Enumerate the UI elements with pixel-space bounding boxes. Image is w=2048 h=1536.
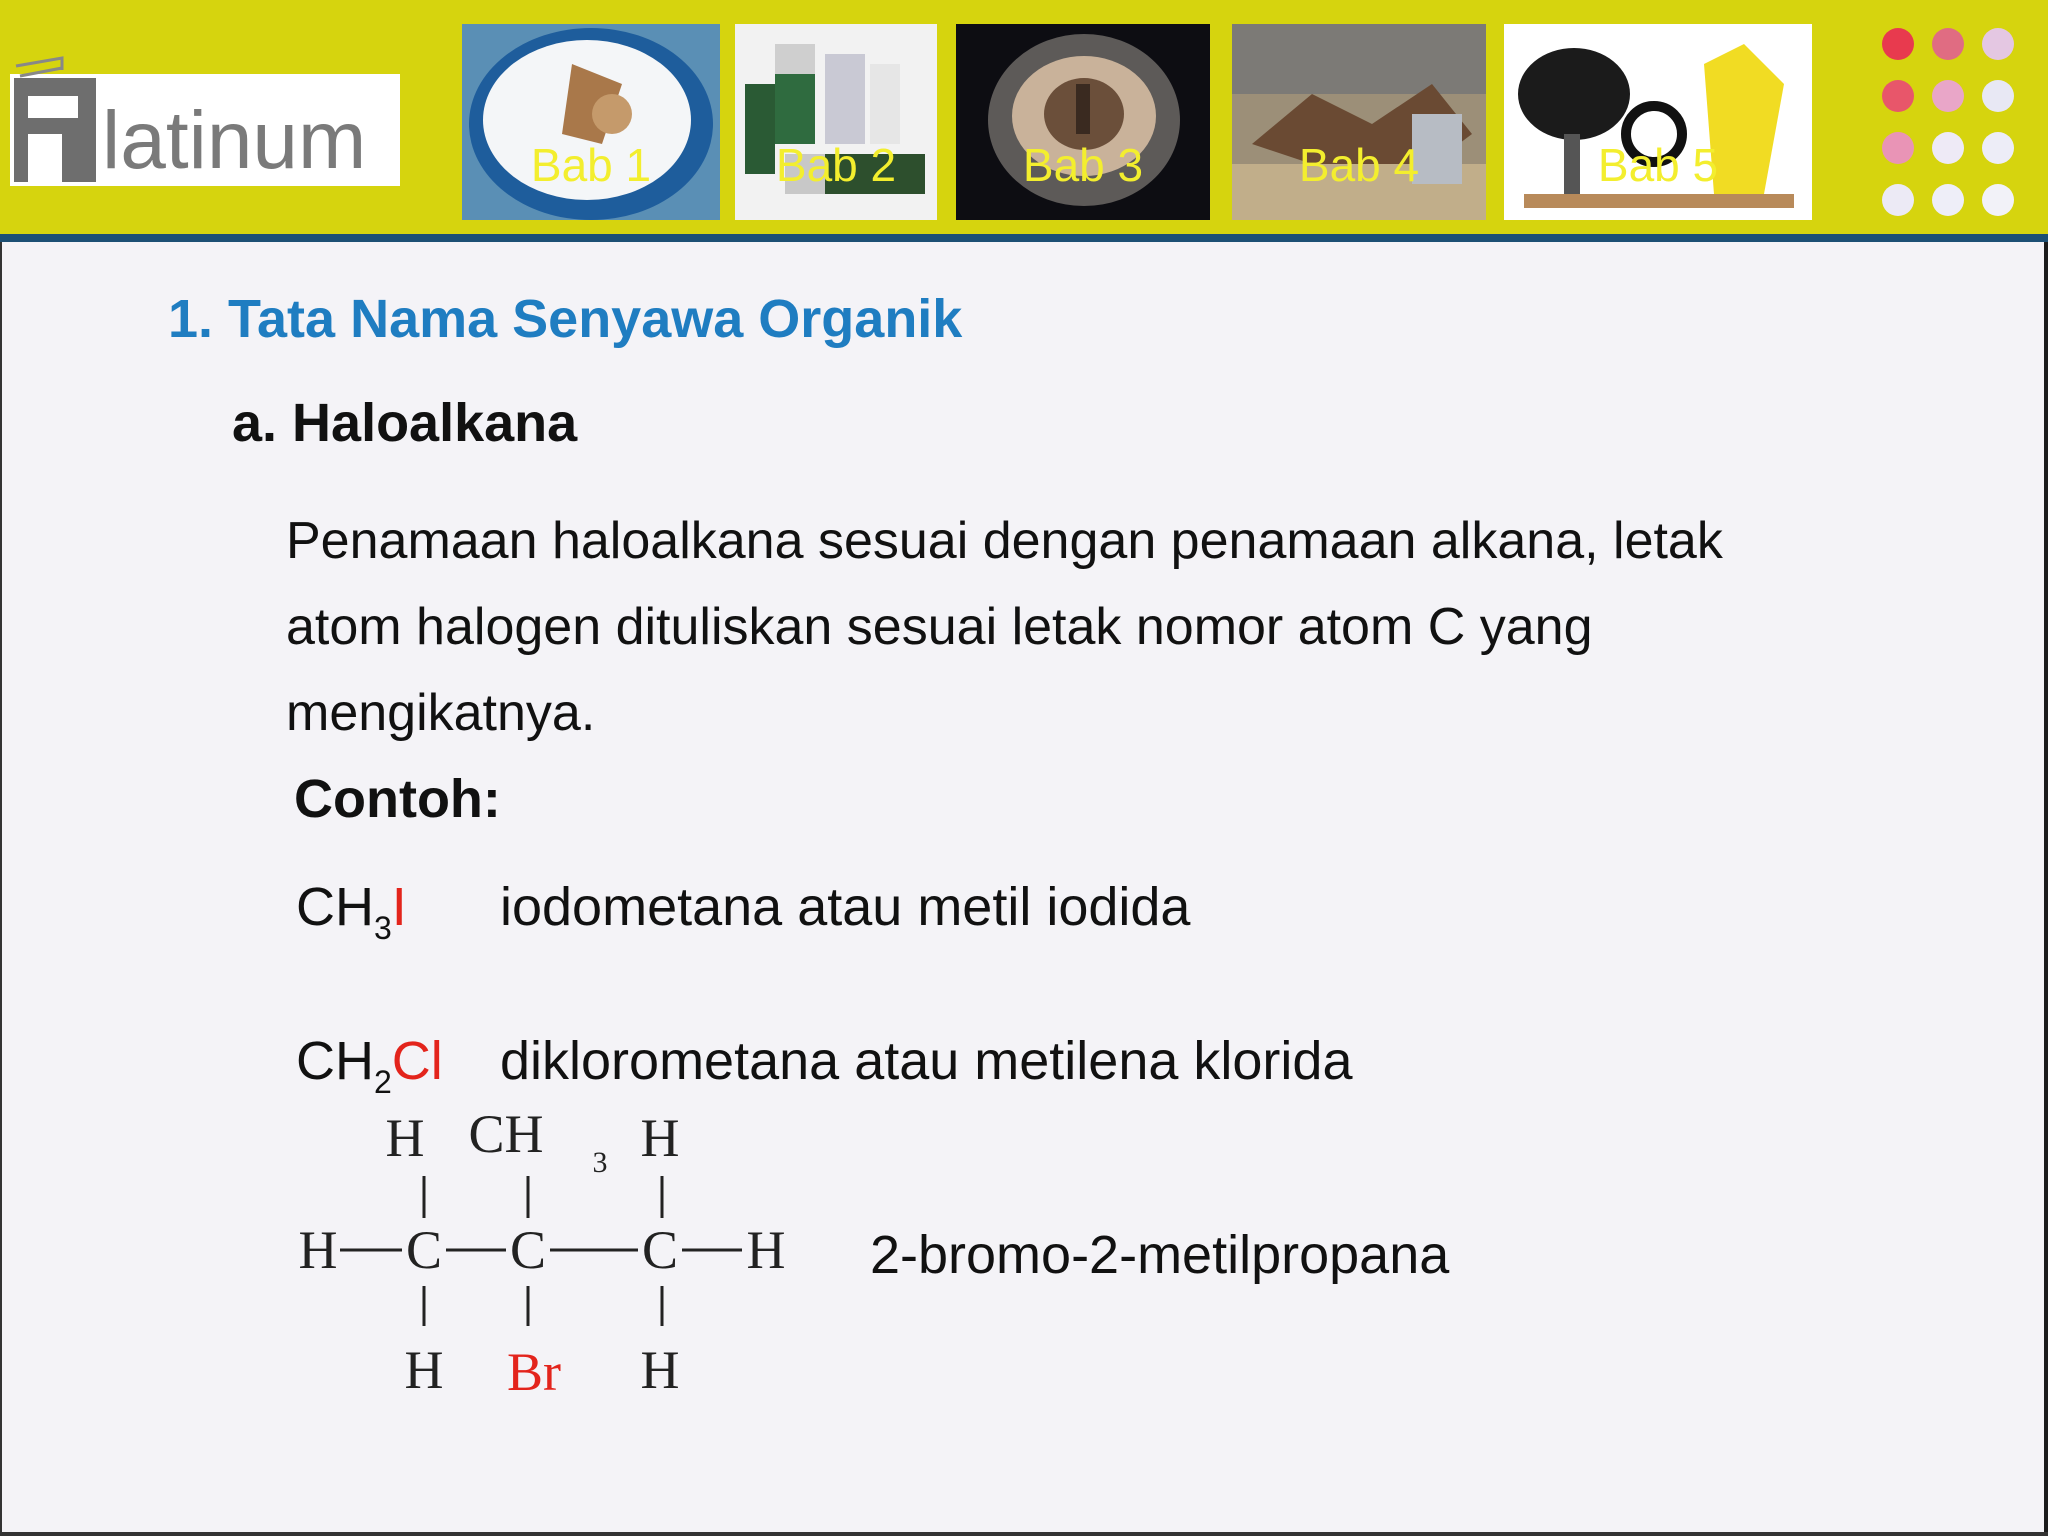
tab-bab-5-label: Bab 5	[1597, 139, 1719, 191]
atom-h-left: H	[298, 1220, 338, 1280]
formula-base: CH	[296, 1031, 374, 1091]
atom-c2: C	[509, 1220, 547, 1280]
tab-bab-2-label: Bab 2	[775, 139, 897, 191]
logo-text: latinum	[102, 95, 367, 186]
platinum-logo	[10, 56, 400, 186]
atom-h-bottom-left: H	[404, 1340, 444, 1400]
formula-halogen: I	[391, 877, 407, 937]
formula-base: CH	[296, 877, 374, 937]
formula-ch2cl	[296, 1030, 443, 1101]
paragraph-line: atom halogen dituliskan sesuai letak nomor atom C yang	[286, 598, 1593, 656]
atom-h-top-right: H	[640, 1108, 680, 1168]
compound-name-diklorometana: diklorometana atau metilena klorida	[500, 1031, 1353, 1091]
tab-bab-2[interactable]	[735, 24, 937, 220]
atom-h-right: H	[746, 1220, 786, 1280]
atom-c1: C	[405, 1220, 443, 1280]
compound-name-bromo: 2-bromo-2-metilpropana	[870, 1225, 1450, 1285]
slide-right-border	[2044, 242, 2048, 1536]
atom-br: Br	[507, 1342, 561, 1402]
atom-ch-subscript: 3	[592, 1146, 608, 1179]
atom-h-top-left: H	[385, 1108, 425, 1168]
header-divider	[0, 234, 2048, 242]
atom-c3: C	[641, 1220, 679, 1280]
tab-bab-5[interactable]	[1504, 24, 1812, 220]
paragraph-line: mengikatnya.	[286, 684, 596, 742]
formula-halogen: Cl	[391, 1031, 443, 1091]
slide-left-border	[0, 242, 2, 1536]
paragraph-line: Penamaan haloalkana sesuai dengan penamaan alkana, letak	[286, 512, 1723, 570]
explanation-paragraph	[286, 498, 1886, 756]
example-label: Contoh:	[294, 769, 501, 829]
tab-bab-4[interactable]	[1232, 24, 1486, 220]
formula-ch3i	[296, 876, 407, 947]
atom-ch-top: CH	[468, 1104, 544, 1164]
slide-subtitle: a. Haloalkana	[232, 393, 578, 453]
decorative-dot-grid	[1876, 24, 2036, 220]
formula-subscript: 3	[374, 910, 392, 946]
tab-bab-4-label: Bab 4	[1298, 139, 1420, 191]
formula-subscript: 2	[374, 1064, 392, 1100]
tab-bab-3[interactable]	[956, 24, 1210, 220]
slide-title: 1. Tata Nama Senyawa Organik	[168, 289, 963, 349]
slide-bottom-border	[0, 1532, 2048, 1536]
atom-h-bottom-right: H	[640, 1340, 680, 1400]
tab-bab-1-label: Bab 1	[530, 139, 652, 191]
compound-name-iodometana: iodometana atau metil iodida	[500, 877, 1191, 937]
tab-bab-3-label: Bab 3	[1022, 139, 1144, 191]
tab-bab-1[interactable]	[462, 24, 720, 220]
structural-formula	[290, 1100, 800, 1410]
